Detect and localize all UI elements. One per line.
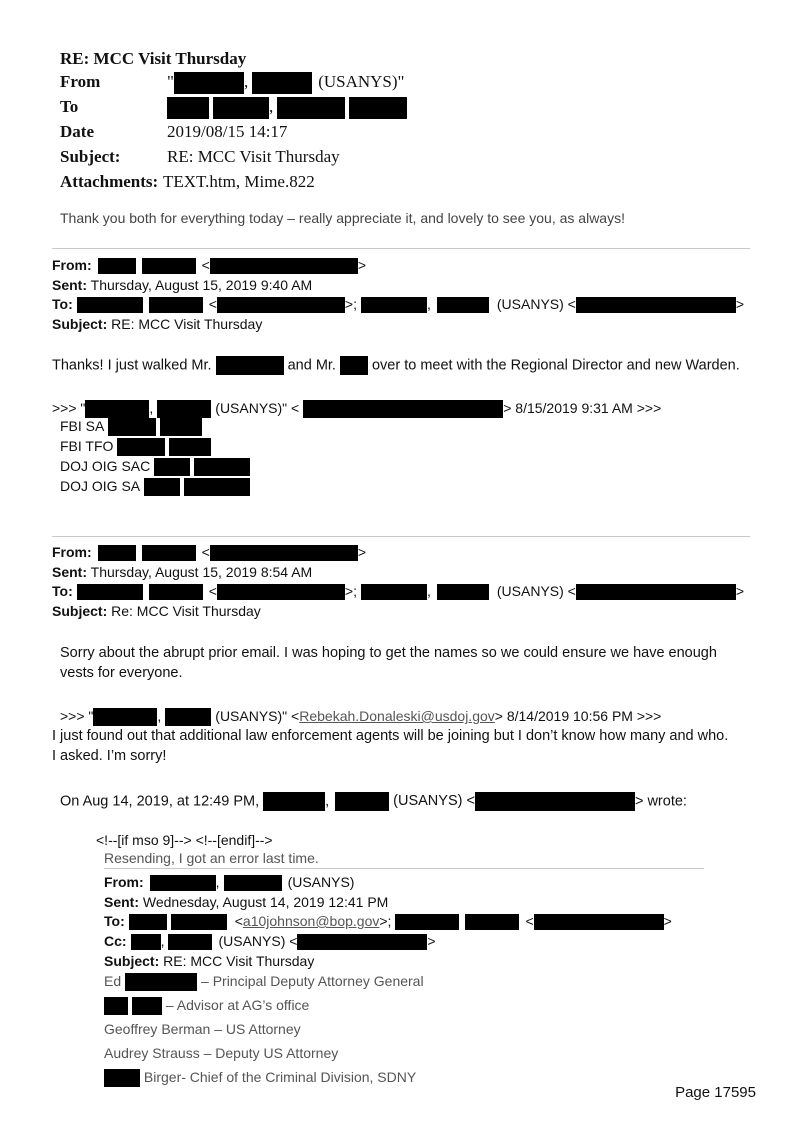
redaction (224, 875, 282, 891)
email2-quote-date: > 8/14/2019 10:56 PM >>> (494, 708, 662, 724)
email3-cc-gt: > (427, 933, 436, 949)
redaction (108, 418, 156, 436)
header-to-comma: , (269, 97, 274, 116)
email3-sent-value: Wednesday, August 14, 2019 12:41 PM (142, 894, 389, 910)
email1-to-comma: , (427, 296, 431, 312)
email2-quote-email-link[interactable]: Rebekah.Donaleski@usdoj.gov (299, 708, 495, 724)
email2-from-gt: > (357, 544, 367, 560)
header-date-label: Date (60, 122, 94, 141)
email3-name-row (104, 973, 424, 991)
header-from-label: From (60, 72, 101, 91)
redaction (174, 72, 244, 94)
email2-to-comma: , (427, 583, 431, 599)
header-from-row (60, 72, 404, 94)
list-item-label: FBI SA (60, 418, 105, 434)
redaction (297, 934, 427, 950)
email2-to-lt: < (208, 583, 217, 599)
redaction (576, 584, 736, 600)
redaction (142, 258, 196, 274)
redaction (154, 458, 190, 476)
email2-from-row (52, 544, 366, 561)
redaction (169, 438, 211, 456)
email1-from-row (52, 257, 366, 274)
redaction (168, 934, 212, 950)
header-from-quote: " (167, 72, 174, 91)
redaction (167, 97, 209, 119)
email2-subject-label: Subject: (52, 603, 108, 619)
redaction (144, 478, 180, 496)
email3-from-label: From: (104, 874, 144, 890)
email2-to-usanys: (USANYS) < (496, 583, 576, 599)
email3-to-label: To: (104, 913, 125, 929)
email3-from-row (104, 874, 354, 891)
redaction (131, 934, 161, 950)
email2-subject-row (52, 603, 261, 619)
redaction (142, 545, 196, 561)
email2-from-label: From: (52, 544, 92, 560)
email2-body-line3: I just found out that additional law enforcement agents will be joining but I don’t know how many and who. (52, 728, 729, 744)
redaction (277, 97, 345, 119)
email1-body-b: and Mr. (287, 357, 336, 374)
redaction (184, 478, 250, 496)
email2-body-line2: vests for everyone. (60, 665, 183, 681)
email1-quote-comma: , (149, 400, 154, 416)
divider (52, 248, 750, 249)
name-text: Geoffrey Berman – US Attorney (104, 1021, 301, 1037)
email1-quote-date: > 8/15/2019 9:31 AM >>> (503, 400, 662, 416)
divider (104, 868, 704, 869)
redaction (217, 584, 345, 600)
header-from-suffix: (USANYS)" (318, 72, 405, 91)
header-attachments-row (60, 172, 315, 192)
email1-quote-row (52, 400, 661, 418)
redaction (98, 545, 136, 561)
email2-wrote-a: On Aug 14, 2019, at 12:49 PM, (60, 793, 260, 810)
email1-from-label: From: (52, 257, 92, 273)
redaction (217, 297, 345, 313)
email2-to-gt: > (735, 583, 745, 599)
email1-list-item (60, 478, 250, 496)
redaction (303, 400, 503, 418)
email2-wrote-usanys: (USANYS) < (393, 793, 475, 810)
email3-resend: Resending, I got an error last time. (104, 850, 319, 866)
redaction (361, 584, 427, 600)
email2-wrote-end: > wrote: (634, 793, 687, 810)
redaction (465, 914, 519, 930)
redaction (335, 792, 389, 811)
redaction (85, 400, 149, 418)
redaction (475, 792, 635, 811)
email2-to-sep: >; (344, 583, 357, 599)
email2-to-label: To: (52, 583, 73, 599)
email1-to-lt: < (208, 296, 217, 312)
header-to-label: To (60, 97, 79, 116)
email2-quote-prefix: >>> " (60, 708, 94, 724)
header-subject-value: RE: MCC Visit Thursday (167, 147, 340, 166)
redaction (104, 1069, 140, 1087)
name-text: – Advisor at AG’s office (165, 997, 310, 1013)
email3-subject-value: RE: MCC Visit Thursday (163, 953, 315, 969)
redaction (150, 875, 216, 891)
redaction (117, 438, 165, 456)
email3-to-lt2: < (525, 913, 534, 929)
header-to-row (60, 97, 407, 119)
email3-cc-row (104, 933, 436, 950)
email2-wrote-row (60, 792, 687, 811)
redaction (157, 400, 211, 418)
divider (52, 536, 750, 537)
email-title: RE: MCC Visit Thursday (60, 49, 247, 68)
redaction (160, 418, 202, 436)
redaction (149, 297, 203, 313)
redaction (349, 97, 407, 119)
email1-to-row (52, 296, 744, 313)
redaction (213, 97, 269, 119)
redaction (98, 258, 136, 274)
name-text: Birger- Chief of the Criminal Division, SDNY (143, 1069, 417, 1085)
intro-message: Thank you both for everything today – really appreciate it, and lovely to see you, as always! (60, 210, 625, 226)
email1-body (52, 356, 740, 375)
redaction (165, 708, 211, 726)
email1-quote-prefix: >>> " (52, 400, 86, 416)
header-subject-label: Subject: (60, 147, 121, 166)
email3-name-row (104, 1045, 338, 1061)
redaction (149, 584, 203, 600)
redaction (437, 297, 489, 313)
email2-body-line4: I asked. I’m sorry! (52, 748, 167, 764)
redaction (263, 792, 325, 811)
redaction (171, 914, 227, 930)
email1-subject-value: RE: MCC Visit Thursday (111, 316, 263, 332)
email3-to-sep: >; (379, 913, 392, 929)
email1-to-usanys: (USANYS) < (496, 296, 576, 312)
email1-list-item (60, 458, 250, 476)
email1-list-item (60, 438, 211, 456)
page-number: Page 17595 (675, 1084, 756, 1101)
header-date-value: 2019/08/15 14:17 (167, 122, 288, 141)
email3-to-lt: < (234, 913, 243, 929)
redaction (93, 708, 157, 726)
email1-body-c: over to meet with the Regional Director and new Warden. (371, 357, 740, 374)
list-item-label: DOJ OIG SA (60, 478, 141, 494)
redaction (104, 997, 128, 1015)
email2-quote-comma: , (157, 708, 162, 724)
email2-quote-usanys: (USANYS)" < (215, 708, 300, 724)
redaction (132, 997, 162, 1015)
email1-subject-row (52, 316, 262, 332)
email1-to-gt: > (735, 296, 745, 312)
list-item-label: DOJ OIG SAC (60, 458, 151, 474)
email1-sent-label: Sent: (52, 277, 87, 293)
email3-cc-comma: , (160, 933, 165, 949)
email2-subject-value: Re: MCC Visit Thursday (111, 603, 261, 619)
email2-quote-row (60, 708, 661, 726)
header-subject-row (60, 147, 340, 167)
email3-to-row (104, 913, 672, 930)
redaction (125, 973, 197, 991)
email1-from-gt: > (357, 257, 367, 273)
email3-cc-usanys: (USANYS) < (218, 933, 298, 949)
email3-name-row (104, 1021, 301, 1037)
redaction (77, 584, 143, 600)
email1-sent-row (52, 277, 312, 293)
email1-to-label: To: (52, 296, 73, 312)
email1-to-sep: >; (344, 296, 357, 312)
email3-from-comma: , (215, 874, 220, 890)
email3-sent-label: Sent: (104, 894, 139, 910)
email3-from-usanys: (USANYS) (287, 874, 355, 890)
redaction (194, 458, 250, 476)
header-from-comma: , (243, 72, 249, 91)
email1-subject-label: Subject: (52, 316, 108, 332)
redaction (77, 297, 143, 313)
email3-subject-row (104, 953, 314, 969)
redaction (395, 914, 459, 930)
email3-name-row (104, 997, 309, 1015)
name-prefix: Ed (104, 973, 122, 989)
email2-sent-label: Sent: (52, 564, 87, 580)
email1-from-lt: < (201, 257, 210, 273)
email2-from-lt: < (201, 544, 210, 560)
redaction (210, 258, 358, 274)
email3-to-gt: > (663, 913, 672, 929)
email1-quote-usanys: (USANYS)" < (215, 400, 300, 416)
redaction (210, 545, 358, 561)
email1-list-item (60, 418, 202, 436)
email2-to-row (52, 583, 744, 600)
email3-mso-comment: <!--[if mso 9]--> <!--[endif]--> (96, 832, 273, 848)
email2-sent-value: Thursday, August 15, 2019 8:54 AM (90, 564, 313, 580)
redaction (437, 584, 489, 600)
redaction (534, 914, 664, 930)
redaction (252, 72, 312, 94)
header-attachments-value: TEXT.htm, Mime.822 (163, 172, 315, 191)
email1-body-a: Thanks! I just walked Mr. (52, 357, 212, 374)
header-attachments-label: Attachments: (60, 172, 159, 191)
redaction (340, 356, 368, 375)
list-item-label: FBI TFO (60, 438, 114, 454)
email1-sent-value: Thursday, August 15, 2019 9:40 AM (90, 277, 313, 293)
email2-wrote-comma: , (325, 793, 330, 810)
redaction (576, 297, 736, 313)
name-text: Audrey Strauss – Deputy US Attorney (104, 1045, 339, 1061)
redaction (129, 914, 167, 930)
email3-sent-row (104, 894, 388, 910)
email2-sent-row (52, 564, 312, 580)
name-text: – Principal Deputy Attorney General (201, 973, 424, 989)
email3-subject-label: Subject: (104, 953, 160, 969)
email2-body-line1: Sorry about the abrupt prior email. I was hoping to get the names so we could ensure we have enough (60, 645, 717, 661)
header-date-row (60, 122, 287, 142)
redaction (216, 356, 284, 375)
redaction (361, 297, 427, 313)
email3-cc-label: Cc: (104, 933, 127, 949)
email3-to-email-link[interactable]: a10johnson@bop.gov (242, 913, 380, 929)
email3-name-row (104, 1069, 416, 1087)
